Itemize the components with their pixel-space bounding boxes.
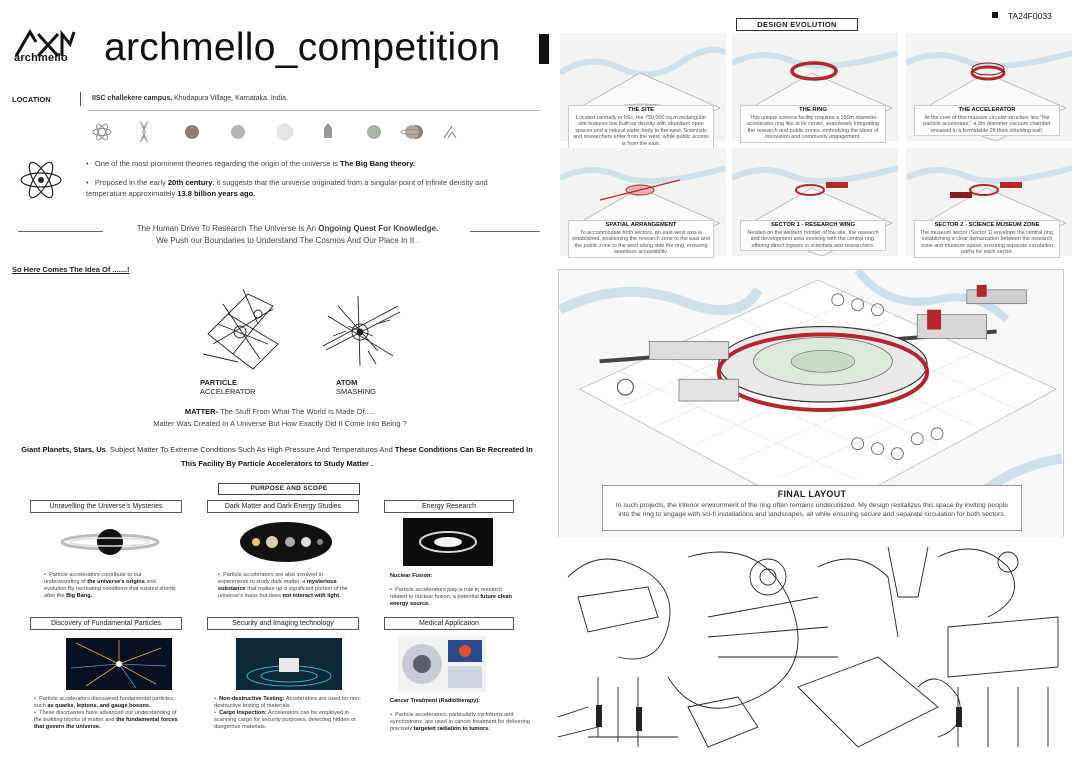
idea-heading: So Here Comes The Idea Of .......!	[12, 265, 130, 274]
card-body-dark-matter: • Particle accelerators are also involved in experiments to study dark matter, a mysterious substance that makes up a significant portion of the universe's mass but does not interact with light.	[218, 572, 348, 599]
saturn-icon	[401, 125, 423, 139]
evolution-museum-label: SECTOR 2 - SCIENCE MUSEUM ZONE The museum sector (Sector 1) envelops the central ring, establishing a clear demarcation between the research zone and museum space, ensuring separate circulation paths for each sector.	[914, 220, 1060, 258]
section-rule	[88, 110, 540, 111]
card-title-mysteries: Unravelling the Universe's Mysteries	[30, 500, 182, 513]
quote-rule-right	[470, 231, 540, 232]
card-body-medical: Cancer Treatment (Radiotherapy): • Particle accelerators, particularly cyclotrons and synchrotrons, are used in cancer treatment for delivering precisely targeted radiation to tumors.	[390, 698, 530, 732]
research-quote: The Human Drive To Research The Universe Is An Ongoing Quest For Knowledge. We Push our Boundaries to Understand The Cosmos And Our Place In It .	[136, 224, 439, 245]
dna-icon	[140, 122, 148, 142]
card-title-medical: Medical Application	[384, 617, 514, 630]
atom-smashing-sketch	[318, 286, 403, 374]
caption-particle-accelerator: PARTICLE ACCELERATOR	[200, 378, 256, 396]
theory-bullet-1: • One of the most prominent theories regarding the origin of the universe is The Big Bang theory.	[86, 159, 415, 168]
dark-matter-image	[238, 520, 334, 564]
card-body-security: • Non-destructive Testing: Accelerators are used for non-destructive testing of materials. • Cargo Inspection: Accelerators can be employed in scanning cargo for security purposes, detecting hidden or dangerous materials.	[214, 696, 362, 730]
nuclear-fusion-image	[403, 518, 493, 566]
location-text: IISC challekere campus, Khudapura Village, Karnataka, India.	[92, 95, 288, 102]
earth-icon	[367, 125, 381, 139]
atom-icon-large	[18, 157, 64, 203]
telescope-icon	[444, 126, 456, 138]
card-body-energy: Nuclear Fusion: • Particle accelerators play a role in research related to nuclear fusion, a potential future clean energy source.	[390, 573, 512, 607]
evolution-ring-label: THE RING This unique science facility requires a 150m diameter accelerator ring like at its center, seamlessly integrating the research and public zones, embodying the ideas of innovation and community engagement.	[740, 105, 886, 143]
final-layout-caption	[602, 485, 1022, 531]
code-marker	[992, 12, 998, 18]
location-divider	[80, 92, 81, 106]
atom-icon	[93, 122, 111, 141]
evolution-site-label: THE SITE Located centrally in IISc, the 750,000 sq.m rectangular site features low built-up density with abundant open spaces and a natural water body to the west. Scientists and researchers enter from the west, while public access is from the east.	[568, 105, 714, 149]
quote-rule-left	[18, 231, 103, 232]
moon-icon	[231, 125, 245, 139]
particle-accelerator-sketch	[198, 284, 283, 372]
particle-collision-image	[66, 638, 172, 690]
final-layout-title: FINAL LAYOUT	[777, 489, 847, 499]
purpose-scope-heading: PURPOSE AND SCOPE	[218, 483, 360, 495]
design-evolution-heading: DESIGN EVOLUTION	[736, 18, 858, 31]
card-title-security: Security and Imaging technology	[207, 617, 359, 630]
concept-sketches	[558, 537, 1066, 755]
card-body-mysteries: • Particle accelerators contribute to our understanding of the universe's origins and evolution By recreating conditions that existed shortly after the Big Bang.	[44, 572, 176, 599]
evolution-accelerator-label: THE ACCELERATOR At the core of this massive circular structure lies "the particle accelerator," a 3m diameter vacuum chamber encased in a formidable 2ft thick shielding wall.	[914, 105, 1060, 136]
final-layout-text: In such projects, the interior environment of the ring often remains underutilized. My design revitalizes this space by inviting people into the ring to engage with sci-fi installations and landscapes, all while ensuring secure and separate circulation for both sectors.	[615, 502, 1009, 518]
entry-code: TA24F0033	[1008, 11, 1052, 21]
evolution-spatial-label: SPATIAL ARRANGEMENT To accommodate both sectors, an east-west axis is established, positioning the research zone to the east and the public zone to the west along side the ring, ensuring seamless accessibility.	[568, 220, 714, 258]
planet-icon	[185, 125, 199, 139]
evolution-research-label: SECTOR 1 - RESEARCH WING Nestled on the western frontier of the site, the research and development area evolving with the central ring, offering direct ingress to scientists and researchers.	[740, 220, 886, 251]
card-body-particles: • Particle accelerators discovered fundamental particles, such as quarks, leptons, and gauge bosons. • These discoveries have advanced our understanding of the building blocks of matter and the fundamental forces that govern the universe.	[34, 696, 178, 730]
page-title: archmello_competition	[104, 26, 501, 69]
title-accent-bar	[539, 34, 549, 64]
card-title-particles: Discovery of Fundamental Particles	[30, 617, 182, 630]
card-title-energy: Energy Research	[384, 500, 514, 513]
giant-planets-statement: Giant Planets, Stars, Us, Subject Matter To Extreme Conditions Such As High Pressure And Temperatures And These Conditions Can Be Recreated In This Facility By Particle Accelerators to Study Matter .	[21, 445, 533, 468]
card-title-dark-matter: Dark Matter and Dark Energy Studies	[207, 500, 359, 513]
theory-bullet-2: • Proposed in the early 20th century, it suggests that the universe originated from a singular point of infinite density and temperature approximately 13.8 billion years ago.	[86, 178, 488, 198]
location-label: LOCATION	[12, 95, 51, 104]
science-icons-row-2	[400, 120, 540, 144]
matter-statement: MATTER- The Stuff From What The World Is Made Of..... Matter Was Created In A Universe But How Exactly Did It Come Into Being ?	[153, 407, 407, 428]
caption-atom-smashing: ATOM SMASHING	[336, 378, 377, 396]
black-hole-image	[58, 520, 162, 564]
science-icons-row	[90, 120, 450, 144]
security-scanner-image	[236, 638, 342, 690]
rocket-icon	[324, 123, 332, 138]
logo-wordmark: archmello	[14, 52, 68, 64]
radiotherapy-image	[398, 636, 486, 692]
star-icon	[277, 124, 293, 140]
